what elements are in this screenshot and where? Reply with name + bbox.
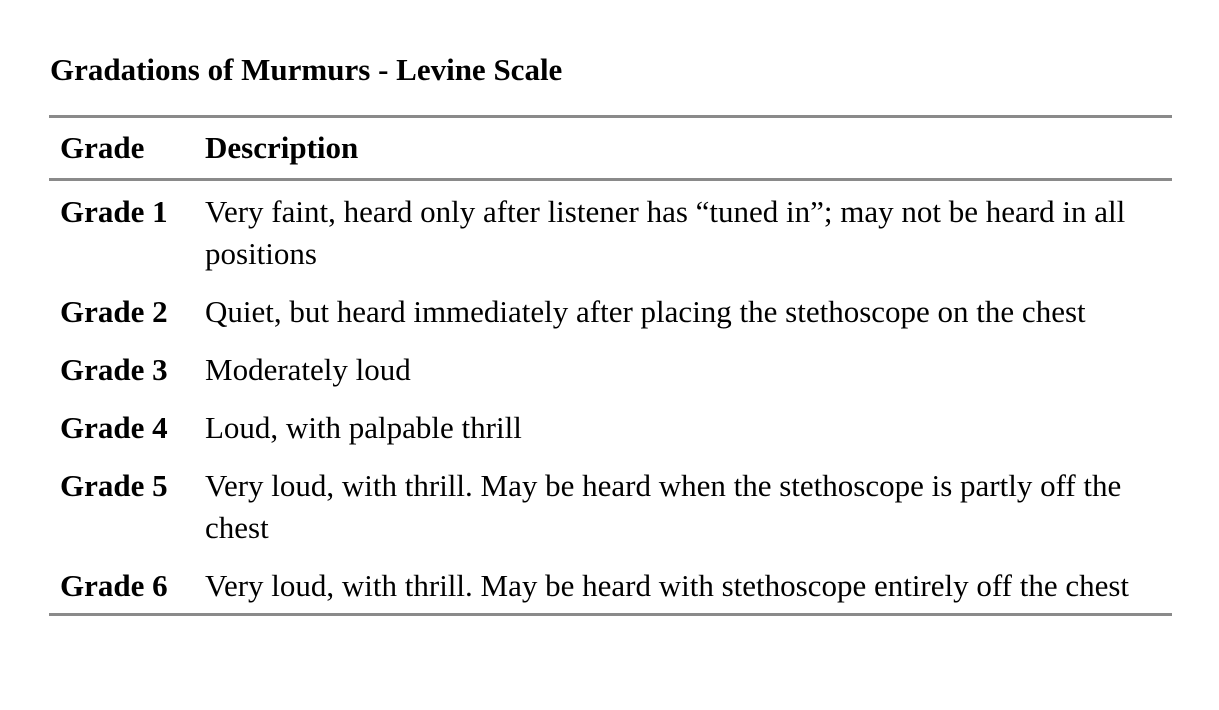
table-body xyxy=(49,181,1172,613)
description-cell: Quiet, but heard immediately after placing the stethoscope on the chest xyxy=(205,294,1086,329)
description-cell: Moderately loud xyxy=(205,352,411,387)
table-row xyxy=(49,291,1172,333)
table-bottom-rule xyxy=(49,613,1172,616)
description-cell: Very loud, with thrill. May be heard when the stethoscope is partly off the chest xyxy=(205,468,1122,545)
description-cell: Loud, with palpable thrill xyxy=(205,410,522,445)
table-row xyxy=(49,349,1172,391)
table-title: Gradations of Murmurs - Levine Scale xyxy=(50,52,563,87)
table-row xyxy=(49,407,1172,449)
levine-scale-table xyxy=(49,115,1172,616)
table-row xyxy=(49,465,1172,549)
grade-cell: Grade 3 xyxy=(60,352,168,387)
description-cell: Very faint, heard only after listener has “tuned in”; may not be heard in all positions xyxy=(205,194,1126,271)
description-cell: Very loud, with thrill. May be heard with stethoscope entirely off the chest xyxy=(205,568,1130,603)
table-row xyxy=(49,565,1172,607)
grade-cell: Grade 5 xyxy=(60,468,168,503)
grade-cell: Grade 2 xyxy=(60,294,168,329)
grade-cell: Grade 1 xyxy=(60,194,168,229)
grade-cell: Grade 6 xyxy=(60,568,168,603)
column-header-description: Description xyxy=(205,130,359,165)
grade-cell: Grade 4 xyxy=(60,410,168,445)
table-header-row xyxy=(49,118,1172,178)
column-header-grade: Grade xyxy=(60,130,145,165)
table-row xyxy=(49,191,1172,275)
